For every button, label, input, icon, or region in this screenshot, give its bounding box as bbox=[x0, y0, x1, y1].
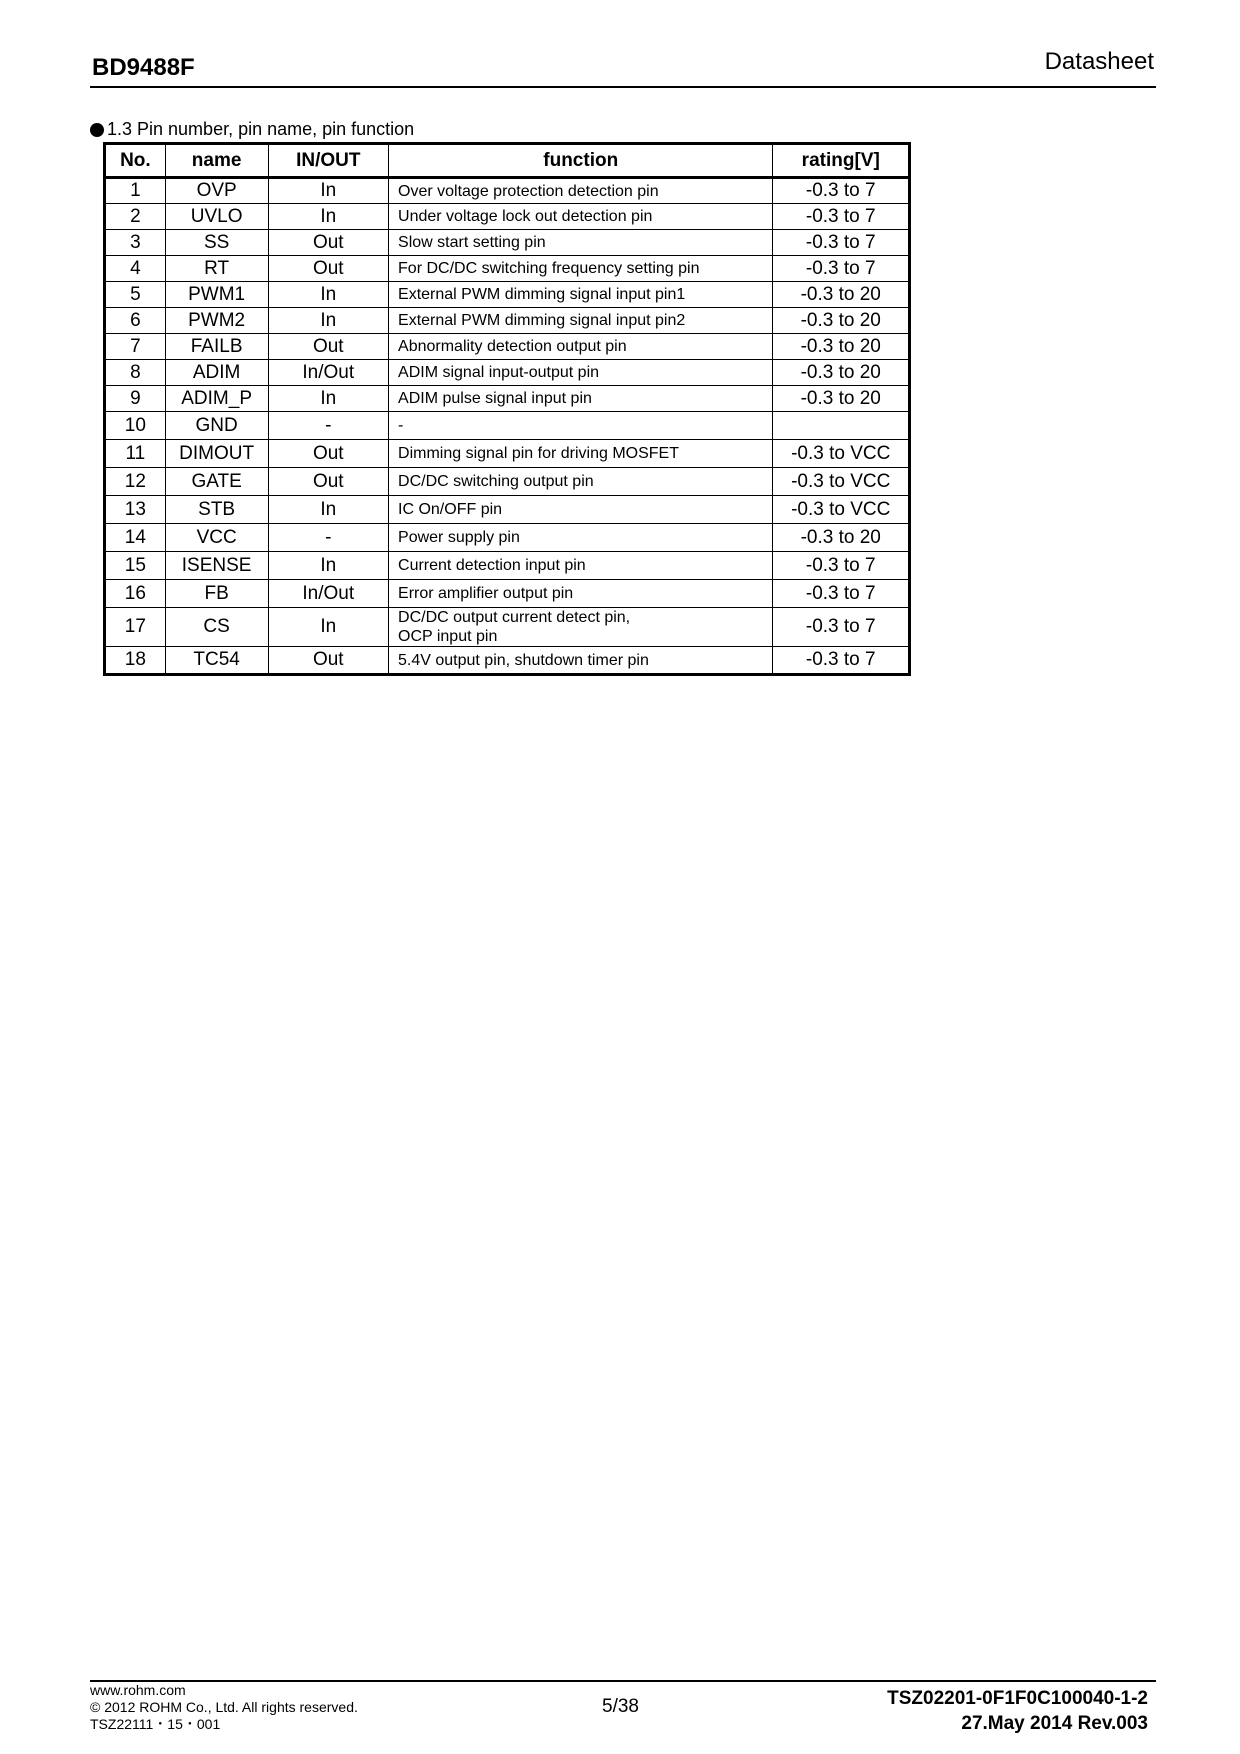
table-body bbox=[105, 178, 910, 675]
cell-function: ADIM pulse signal input pin bbox=[389, 386, 773, 412]
footer-right bbox=[887, 1686, 1148, 1736]
cell-in-out: In/Out bbox=[268, 580, 389, 608]
cell-no: 1 bbox=[105, 178, 166, 204]
table-header-row bbox=[105, 144, 910, 178]
cell-rating: -0.3 to 7 bbox=[773, 608, 910, 647]
cell-name: DIMOUT bbox=[165, 440, 268, 468]
cell-rating: -0.3 to VCC bbox=[773, 468, 910, 496]
cell-in-out: Out bbox=[268, 647, 389, 675]
cell-function: Power supply pin bbox=[389, 524, 773, 552]
cell-rating: -0.3 to 7 bbox=[773, 230, 910, 256]
cell-in-out: In bbox=[268, 608, 389, 647]
cell-in-out: Out bbox=[268, 440, 389, 468]
page-number: 5/38 bbox=[602, 1696, 639, 1717]
table-row bbox=[105, 178, 910, 204]
cell-no: 18 bbox=[105, 647, 166, 675]
cell-no: 5 bbox=[105, 282, 166, 308]
cell-rating: -0.3 to 7 bbox=[773, 552, 910, 580]
table-row bbox=[105, 230, 910, 256]
cell-in-out: - bbox=[268, 524, 389, 552]
cell-rating: -0.3 to 20 bbox=[773, 524, 910, 552]
cell-name: TC54 bbox=[165, 647, 268, 675]
footer-left bbox=[90, 1682, 358, 1733]
copyright-text: © 2012 ROHM Co., Ltd. All rights reserved. bbox=[90, 1699, 358, 1715]
cell-rating: -0.3 to 7 bbox=[773, 178, 910, 204]
table-row bbox=[105, 282, 910, 308]
cell-in-out: Out bbox=[268, 334, 389, 360]
cell-rating: -0.3 to VCC bbox=[773, 496, 910, 524]
table-row bbox=[105, 308, 910, 334]
cell-name: RT bbox=[165, 256, 268, 282]
table-row bbox=[105, 580, 910, 608]
header-function: function bbox=[389, 144, 773, 178]
table-row bbox=[105, 440, 910, 468]
cell-in-out: In bbox=[268, 386, 389, 412]
page-footer bbox=[90, 1680, 1156, 1737]
cell-name: PWM2 bbox=[165, 308, 268, 334]
form-code: TSZ22111・15・001 bbox=[90, 1716, 221, 1732]
cell-no: 4 bbox=[105, 256, 166, 282]
section-title-text: 1.3 Pin number, pin name, pin function bbox=[107, 119, 415, 139]
cell-rating bbox=[773, 412, 910, 440]
table-row bbox=[105, 552, 910, 580]
cell-name: PWM1 bbox=[165, 282, 268, 308]
cell-no: 8 bbox=[105, 360, 166, 386]
cell-name: UVLO bbox=[165, 204, 268, 230]
website-link[interactable]: www.rohm.com bbox=[90, 1682, 186, 1698]
cell-function: External PWM dimming signal input pin2 bbox=[389, 308, 773, 334]
cell-in-out: In bbox=[268, 496, 389, 524]
cell-function-line: OCP input pin bbox=[398, 628, 498, 645]
cell-no: 15 bbox=[105, 552, 166, 580]
cell-function: 5.4V output pin, shutdown timer pin bbox=[389, 647, 773, 675]
table-row bbox=[105, 496, 910, 524]
header-name: name bbox=[165, 144, 268, 178]
cell-in-out: Out bbox=[268, 468, 389, 496]
cell-rating: -0.3 to 7 bbox=[773, 580, 910, 608]
cell-in-out: Out bbox=[268, 256, 389, 282]
cell-rating: -0.3 to 20 bbox=[773, 334, 910, 360]
cell-no: 6 bbox=[105, 308, 166, 334]
cell-rating: -0.3 to 7 bbox=[773, 204, 910, 230]
cell-name: GND bbox=[165, 412, 268, 440]
cell-name: ADIM_P bbox=[165, 386, 268, 412]
cell-no: 17 bbox=[105, 608, 166, 647]
cell-name: OVP bbox=[165, 178, 268, 204]
cell-no: 13 bbox=[105, 496, 166, 524]
cell-no: 16 bbox=[105, 580, 166, 608]
table-row bbox=[105, 386, 910, 412]
cell-name: GATE bbox=[165, 468, 268, 496]
cell-function: Error amplifier output pin bbox=[389, 580, 773, 608]
header-no: No. bbox=[105, 144, 166, 178]
table-row bbox=[105, 524, 910, 552]
cell-in-out: In bbox=[268, 178, 389, 204]
cell-no: 14 bbox=[105, 524, 166, 552]
product-name: BD9488F bbox=[92, 54, 195, 81]
cell-in-out: - bbox=[268, 412, 389, 440]
section-title bbox=[90, 119, 414, 140]
cell-function: DC/DC switching output pin bbox=[389, 468, 773, 496]
cell-function: - bbox=[389, 412, 773, 440]
header-in-out: IN/OUT bbox=[268, 144, 389, 178]
cell-in-out: In/Out bbox=[268, 360, 389, 386]
cell-name: ADIM bbox=[165, 360, 268, 386]
bullet-icon bbox=[90, 123, 104, 137]
cell-function: Abnormality detection output pin bbox=[389, 334, 773, 360]
table-row bbox=[105, 360, 910, 386]
cell-no: 11 bbox=[105, 440, 166, 468]
table-row bbox=[105, 334, 910, 360]
cell-name: ISENSE bbox=[165, 552, 268, 580]
page-header bbox=[90, 46, 1156, 88]
cell-no: 2 bbox=[105, 204, 166, 230]
table-row bbox=[105, 608, 910, 647]
cell-in-out: In bbox=[268, 282, 389, 308]
table-row bbox=[105, 256, 910, 282]
cell-in-out: In bbox=[268, 204, 389, 230]
cell-function: Slow start setting pin bbox=[389, 230, 773, 256]
document-type: Datasheet bbox=[1044, 48, 1154, 75]
cell-name: FAILB bbox=[165, 334, 268, 360]
cell-no: 3 bbox=[105, 230, 166, 256]
cell-name: FB bbox=[165, 580, 268, 608]
cell-in-out: In bbox=[268, 308, 389, 334]
date-revision: 27.May 2014 Rev.003 bbox=[961, 1713, 1148, 1734]
cell-in-out: In bbox=[268, 552, 389, 580]
cell-name: CS bbox=[165, 608, 268, 647]
cell-no: 10 bbox=[105, 412, 166, 440]
cell-function: IC On/OFF pin bbox=[389, 496, 773, 524]
cell-function bbox=[389, 608, 773, 647]
cell-function: For DC/DC switching frequency setting pin bbox=[389, 256, 773, 282]
cell-rating: -0.3 to 20 bbox=[773, 360, 910, 386]
cell-function: Dimming signal pin for driving MOSFET bbox=[389, 440, 773, 468]
cell-no: 7 bbox=[105, 334, 166, 360]
cell-function: External PWM dimming signal input pin1 bbox=[389, 282, 773, 308]
cell-rating: -0.3 to 7 bbox=[773, 256, 910, 282]
cell-function-line: DC/DC output current detect pin, bbox=[398, 609, 631, 626]
cell-rating: -0.3 to 7 bbox=[773, 647, 910, 675]
cell-in-out: Out bbox=[268, 230, 389, 256]
cell-rating: -0.3 to 20 bbox=[773, 282, 910, 308]
cell-rating: -0.3 to VCC bbox=[773, 440, 910, 468]
cell-name: SS bbox=[165, 230, 268, 256]
cell-name: VCC bbox=[165, 524, 268, 552]
cell-function: Under voltage lock out detection pin bbox=[389, 204, 773, 230]
table-row bbox=[105, 412, 910, 440]
table-row bbox=[105, 204, 910, 230]
cell-rating: -0.3 to 20 bbox=[773, 308, 910, 334]
cell-function: Current detection input pin bbox=[389, 552, 773, 580]
cell-no: 9 bbox=[105, 386, 166, 412]
document-number: TSZ02201-0F1F0C100040-1-2 bbox=[887, 1688, 1148, 1709]
cell-name: STB bbox=[165, 496, 268, 524]
header-rating: rating[V] bbox=[773, 144, 910, 178]
cell-no: 12 bbox=[105, 468, 166, 496]
table-row bbox=[105, 468, 910, 496]
cell-function: Over voltage protection detection pin bbox=[389, 178, 773, 204]
pin-function-table bbox=[103, 142, 911, 676]
table-row bbox=[105, 647, 910, 675]
cell-rating: -0.3 to 20 bbox=[773, 386, 910, 412]
cell-function: ADIM signal input-output pin bbox=[389, 360, 773, 386]
